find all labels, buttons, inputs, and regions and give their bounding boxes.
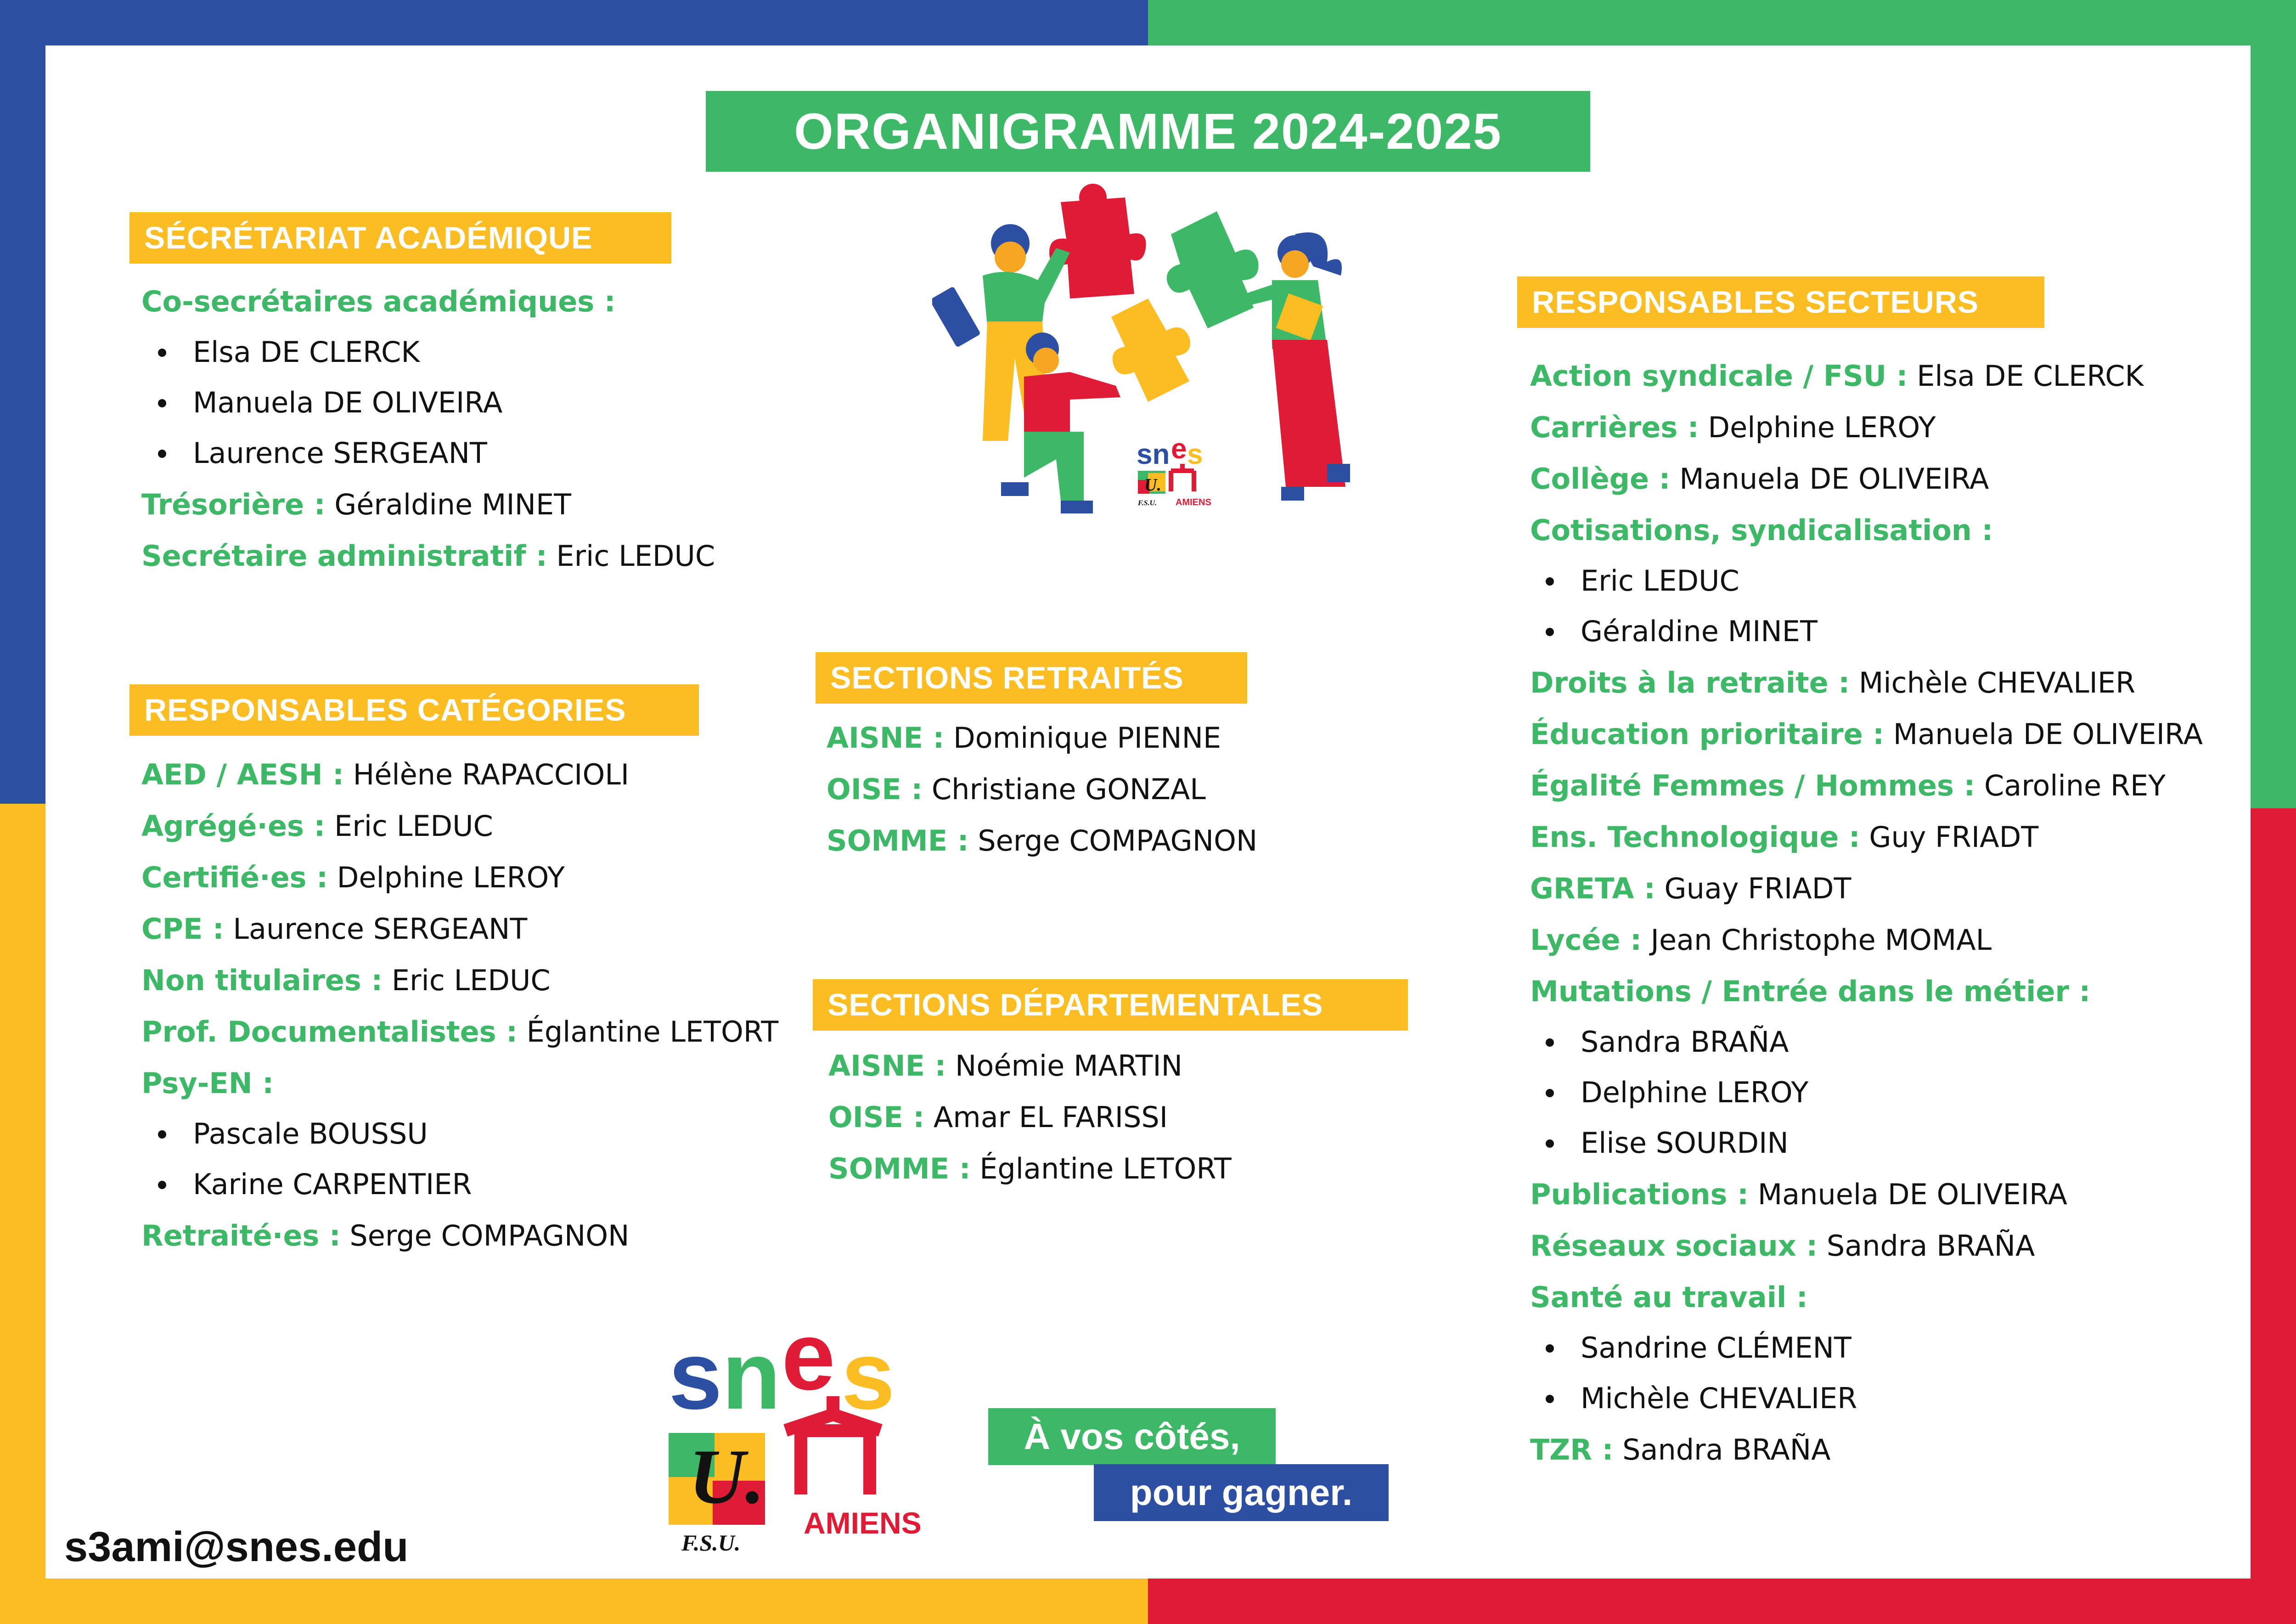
psy-label: Psy-EN : xyxy=(141,1066,274,1100)
secteur-row: Éducation prioritaire : Manuela DE OLIVEIRA xyxy=(1530,717,2203,751)
secteur-row: Santé au travail : xyxy=(1530,1280,1808,1314)
svg-text:AMIENS: AMIENS xyxy=(1176,497,1211,508)
fsu-letter-u: U. xyxy=(689,1433,765,1520)
retraites-header: SECTIONS RETRAITÉS xyxy=(816,652,1247,704)
category-row: CPE : Laurence SERGEANT xyxy=(141,912,528,946)
fsu-text: F.S.U. xyxy=(681,1530,741,1556)
list-item: Pascale BOUSSU xyxy=(193,1109,428,1159)
logo-letter-n: n xyxy=(722,1321,781,1429)
logo-letter-e: e xyxy=(782,1302,835,1410)
puzzle-piece-red-icon xyxy=(1049,184,1146,299)
list-item: Eric LEDUC xyxy=(1581,556,1739,606)
list-item: Sandra BRAÑA xyxy=(1581,1017,1789,1067)
puzzle-piece-green-icon xyxy=(1167,211,1259,328)
category-row: AED / AESH : Hélène RAPACCIOLI xyxy=(141,758,630,791)
small-snes-logo xyxy=(1137,433,1211,508)
svg-text:sn: sn xyxy=(1137,439,1170,470)
list-item: Géraldine MINET xyxy=(1581,606,1818,657)
list-item: Karine CARPENTIER xyxy=(193,1159,472,1210)
secteur-row: Droits à la retraite : Michèle CHEVALIER xyxy=(1530,666,2136,699)
logo-letter-s: s xyxy=(669,1321,722,1429)
categories-header: RESPONSABLES CATÉGORIES xyxy=(129,684,699,736)
admin-line: Secrétaire administratif : Eric LEDUC xyxy=(141,539,715,573)
list-item: Elise SOURDIN xyxy=(1581,1118,1789,1168)
secteur-row: Lycée : Jean Christophe MOMAL xyxy=(1530,923,1992,957)
departementale-row: OISE : Amar EL FARISSI xyxy=(828,1100,1168,1134)
list-item: Sandrine CLÉMENT xyxy=(1581,1323,1851,1373)
secteur-row: Collège : Manuela DE OLIVEIRA xyxy=(1530,462,1989,496)
svg-text:F.S.U.: F.S.U. xyxy=(1138,499,1157,507)
retraites-line: Retraité·es : Serge COMPAGNON xyxy=(141,1219,630,1252)
secretariat-header: SÉCRÉTARIAT ACADÉMIQUE xyxy=(129,212,671,264)
list-item: Delphine LEROY xyxy=(1581,1067,1808,1118)
slogan-line-1: À vos côtés, xyxy=(988,1408,1276,1465)
retraites-row: AISNE : Dominique PIENNE xyxy=(827,721,1221,755)
logo-city: AMIENS xyxy=(804,1506,922,1540)
slogan-line-2: pour gagner. xyxy=(1094,1464,1389,1521)
secteur-row: Réseaux sociaux : Sandra BRAÑA xyxy=(1530,1229,2035,1263)
secteur-row: Ens. Technologique : Guy FRIADT xyxy=(1530,820,2039,854)
secteur-row: GRETA : Guay FRIADT xyxy=(1530,872,1851,905)
category-row: Non titulaires : Eric LEDUC xyxy=(141,964,551,997)
list-item: Michèle CHEVALIER xyxy=(1581,1373,1857,1424)
category-row: Prof. Documentalistes : Églantine LETORT xyxy=(141,1015,779,1049)
list-item: Manuela DE OLIVEIRA xyxy=(193,378,502,428)
departementales-header: SECTIONS DÉPARTEMENTALES xyxy=(813,979,1408,1031)
departementale-row: AISNE : Noémie MARTIN xyxy=(828,1049,1182,1083)
page-title: ORGANIGRAMME 2024-2025 xyxy=(706,91,1590,172)
secteur-row: Carrières : Delphine LEROY xyxy=(1530,411,1936,444)
secteur-row: TZR : Sandra BRAÑA xyxy=(1530,1433,1831,1466)
contact-email[interactable]: s3ami@snes.edu xyxy=(64,1523,409,1570)
secteur-row: Action syndicale / FSU : Elsa DE CLERCK xyxy=(1530,359,2144,393)
secteur-row: Cotisations, syndicalisation : xyxy=(1530,513,1993,547)
svg-text:e: e xyxy=(1171,433,1187,465)
puzzle-team-illustration xyxy=(932,184,1382,514)
svg-text:s: s xyxy=(1187,439,1203,470)
cosec-label: Co-secrétaires académiques : xyxy=(141,285,616,318)
snes-figure-icon xyxy=(782,1396,884,1497)
tresoriere-line: Trésorière : Géraldine MINET xyxy=(141,488,572,521)
fsu-block xyxy=(669,1433,765,1525)
secteur-row: Égalité Femmes / Hommes : Caroline REY xyxy=(1530,769,2166,802)
category-row: Certifié·es : Delphine LEROY xyxy=(141,861,565,894)
puzzle-piece-yellow-icon xyxy=(1111,299,1190,402)
list-item: Laurence SERGEANT xyxy=(193,428,487,479)
category-row: Agrégé·es : Eric LEDUC xyxy=(141,809,493,843)
secteurs-header: RESPONSABLES SECTEURS xyxy=(1517,276,2044,328)
svg-text:U.: U. xyxy=(1144,475,1161,495)
person-right-icon xyxy=(1244,232,1350,501)
logo-letter-s2: s xyxy=(841,1321,895,1429)
departementale-row: SOMME : Églantine LETORT xyxy=(828,1152,1232,1185)
secteur-row: Mutations / Entrée dans le métier : xyxy=(1530,975,2091,1008)
secteur-row: Publications : Manuela DE OLIVEIRA xyxy=(1530,1178,2067,1211)
list-item: Elsa DE CLERCK xyxy=(193,327,420,378)
retraites-row: OISE : Christiane GONZAL xyxy=(827,773,1206,806)
retraites-row: SOMME : Serge COMPAGNON xyxy=(827,824,1258,857)
snes-fsu-logo xyxy=(661,1304,946,1562)
